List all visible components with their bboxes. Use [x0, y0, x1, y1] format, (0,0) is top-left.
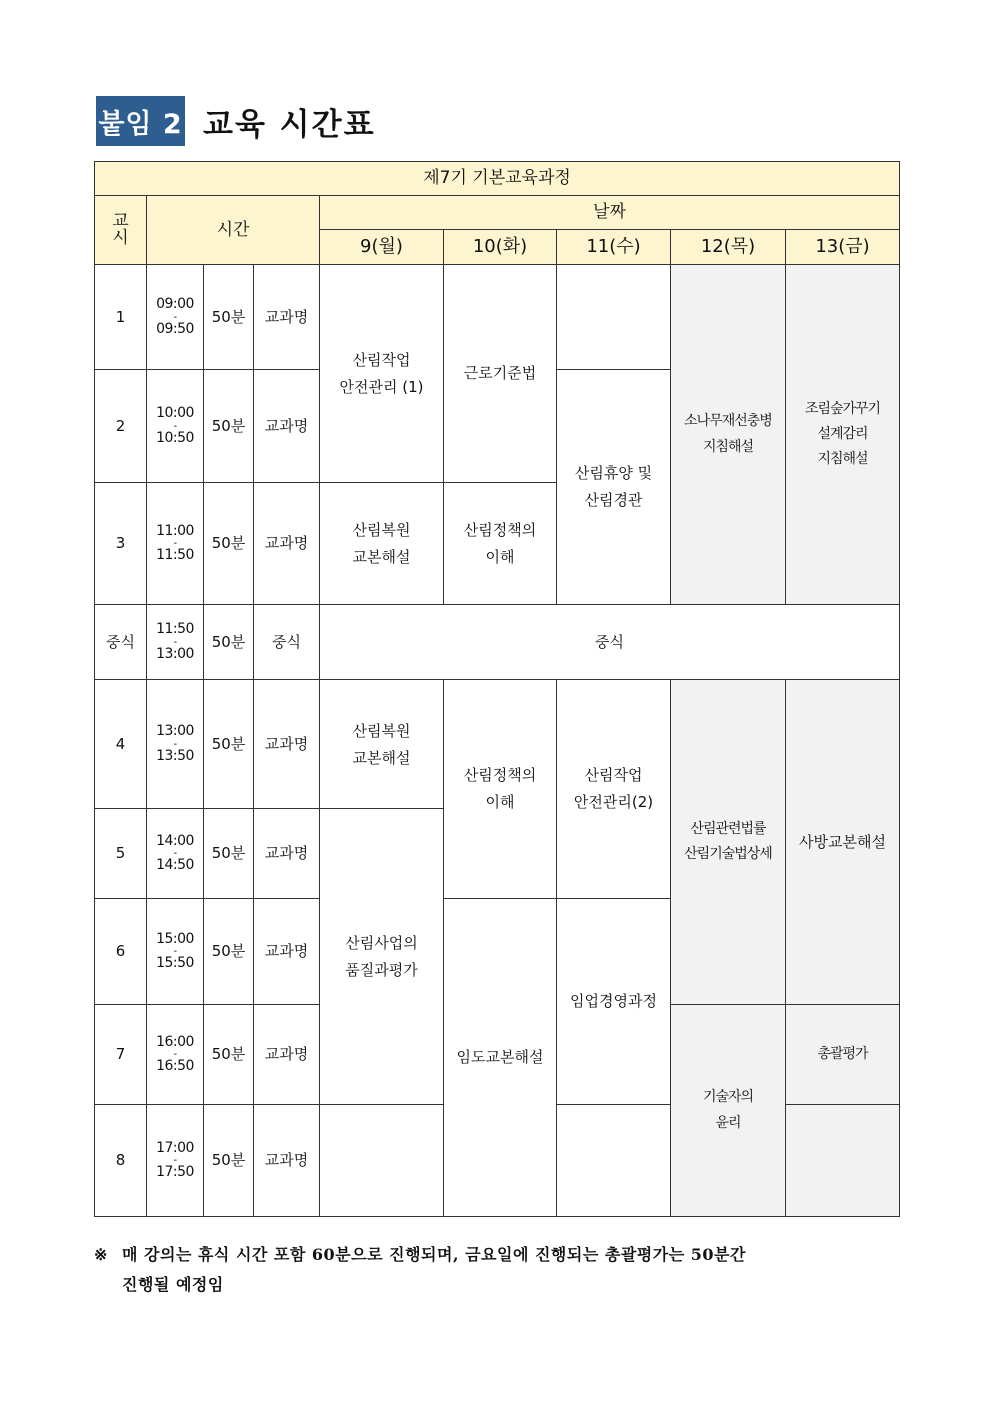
time-range: 15:00 - 15:50 [147, 899, 204, 1005]
kind-cell: 교과명 [254, 265, 320, 370]
period-cell: 중식 [95, 605, 147, 680]
duration-cell: 50분 [204, 265, 254, 370]
subject-mon-1-2: 산림작업 안전관리 (1) [320, 265, 444, 483]
kind-cell: 교과명 [254, 483, 320, 605]
time-range: 09:00 - 09:50 [147, 265, 204, 370]
subject-wed-1-empty [557, 265, 671, 370]
duration-cell: 50분 [204, 899, 254, 1005]
kind-cell: 중식 [254, 605, 320, 680]
period-cell: 1 [95, 265, 147, 370]
time-range: 13:00 - 13:50 [147, 680, 204, 809]
time-header: 시간 [147, 196, 320, 265]
day-thu: 12(목) [671, 230, 786, 265]
subject-wed-2-3: 산림휴양 및 산림경관 [557, 370, 671, 605]
kind-cell: 교과명 [254, 370, 320, 483]
time-range: 16:00 - 16:50 [147, 1005, 204, 1105]
duration-cell: 50분 [204, 1005, 254, 1105]
subject-fri-7: 총괄평가 [786, 1005, 900, 1105]
day-fri: 13(금) [786, 230, 900, 265]
period-cell: 4 [95, 680, 147, 809]
subject-tue-3: 산림정책의 이해 [444, 483, 557, 605]
period-header [95, 196, 147, 265]
footnote [94, 1240, 900, 1300]
kind-cell: 교과명 [254, 1005, 320, 1105]
schedule-table [94, 161, 900, 1217]
subject-mon-5-7: 산림사업의 품질과평가 [320, 809, 444, 1105]
page-heading [96, 96, 376, 146]
footnote-line-1 [94, 1240, 900, 1270]
subject-fri-8-empty [786, 1105, 900, 1217]
period-cell: 8 [95, 1105, 147, 1217]
duration-cell: 50분 [204, 483, 254, 605]
duration-cell: 50분 [204, 370, 254, 483]
duration-cell: 50분 [204, 680, 254, 809]
kind-cell: 교과명 [254, 1105, 320, 1217]
time-range: 10:00 - 10:50 [147, 370, 204, 483]
course-title: 제7기 기본교육과정 [95, 162, 900, 196]
time-range: 11:50 - 13:00 [147, 605, 204, 680]
period-header-label: 교시 [112, 211, 129, 248]
subject-wed-4-5: 산림작업 안전관리(2) [557, 680, 671, 899]
day-wed: 11(수) [557, 230, 671, 265]
subject-mon-8-empty [320, 1105, 444, 1217]
subject-mon-3: 산림복원 교본해설 [320, 483, 444, 605]
subject-mon-4: 산림복원 교본해설 [320, 680, 444, 809]
kind-cell: 교과명 [254, 809, 320, 899]
subject-tue-6-8: 임도교본해설 [444, 899, 557, 1217]
date-header: 날짜 [320, 196, 900, 230]
period-cell: 2 [95, 370, 147, 483]
subject-thu-7-8: 기술자의 윤리 [671, 1005, 786, 1217]
subject-wed-6-7: 임업경영과정 [557, 899, 671, 1105]
subject-tue-4-5: 산림정책의 이해 [444, 680, 557, 899]
subject-fri-1-3: 조림숲가꾸기 설계감리 지침해설 [786, 265, 900, 605]
period-cell: 3 [95, 483, 147, 605]
period-cell: 5 [95, 809, 147, 899]
time-range: 17:00 - 17:50 [147, 1105, 204, 1217]
time-range: 14:00 - 14:50 [147, 809, 204, 899]
duration-cell: 50분 [204, 605, 254, 680]
period-cell: 6 [95, 899, 147, 1005]
subject-thu-1-3: 소나무재선충병 지침해설 [671, 265, 786, 605]
subject-wed-8-empty [557, 1105, 671, 1217]
kind-cell: 교과명 [254, 899, 320, 1005]
kind-cell: 교과명 [254, 680, 320, 809]
day-mon: 9(월) [320, 230, 444, 265]
subject-thu-4-6: 산림관련법률 산림기술법상세 [671, 680, 786, 1005]
period-cell: 7 [95, 1005, 147, 1105]
duration-cell: 50분 [204, 809, 254, 899]
day-tue: 10(화) [444, 230, 557, 265]
time-range: 11:00 - 11:50 [147, 483, 204, 605]
duration-cell: 50분 [204, 1105, 254, 1217]
lunch-cell: 중식 [320, 605, 900, 680]
footnote-line-2: 진행될 예정임 [122, 1275, 224, 1294]
attachment-badge: 붙임 2 [96, 96, 185, 146]
subject-fri-4-6: 사방교본해설 [786, 680, 900, 1005]
page-title: 교육 시간표 [203, 106, 376, 143]
subject-tue-1-2: 근로기준법 [444, 265, 557, 483]
note-mark: ※ [94, 1245, 108, 1264]
footnote-text-1: 매 강의는 휴식 시간 포함 60분으로 진행되며, 금요일에 진행되는 총괄평가는 50분간 [122, 1245, 746, 1264]
